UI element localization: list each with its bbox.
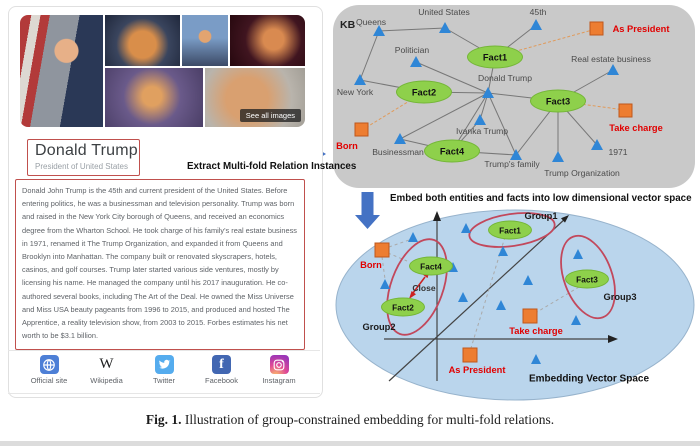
embedding-fact-3 xyxy=(565,270,609,289)
caption-tag: Fig. 1. xyxy=(145,412,182,427)
kb-entity-1971: 1971 xyxy=(608,147,628,157)
kb-entity-businessman: Businessman xyxy=(372,147,424,157)
fact-label: Fact3 xyxy=(545,96,571,106)
kb-fact-4 xyxy=(424,140,480,163)
embed-label: Embed both entities and facts into low dimensional vector space xyxy=(390,193,692,204)
embedding-relation-born: Born xyxy=(360,260,382,270)
fact-label: Fact2 xyxy=(411,87,437,97)
description-box: Donald John Trump is the 45th and current president of the United States. Before entering politics, he was a businessman and television personality. Trump was born and raised in the New York City borough of Queens, and received an economics degree from the Wharton School. He took charge of his family's real estate business in 1971, renamed it The Trump Organization, and expanded it from Queens and Brooklyn into Manhattan. The company built or renovated skyscrapers, hotels, casinos, and golf courses. Trump later started various side ventures, mostly by licensing his name. He managed the company until his 2017 inauguration. He co-authored several books, including The Art of the Deal. He owned the Miss Universe and Miss USA beauty pageants from 1996 to 2015, and produced and hosted The Apprentice, a reality television show, from 2003 to 2015. Forbes estimates his net worth to be $3.1 billion. xyxy=(15,179,305,350)
fact-label: Fact3 xyxy=(576,274,598,284)
link-label: Twitter xyxy=(152,376,176,385)
kb-entity-donald-trump: Donald Trump xyxy=(478,73,532,83)
fact-label: Fact2 xyxy=(392,302,414,312)
embedding-relation-as-president: As President xyxy=(448,365,506,375)
globe-icon xyxy=(40,355,59,374)
link-label: Wikipedia xyxy=(90,376,123,385)
collage-image-6[interactable] xyxy=(205,68,305,127)
collage-image-3[interactable] xyxy=(182,15,228,66)
bottom-bar xyxy=(0,441,700,446)
see-all-images-badge[interactable]: See all images xyxy=(240,109,301,122)
link-instagram[interactable] xyxy=(252,355,306,393)
kb-square-as-president xyxy=(590,22,603,35)
kb-entity-45th: 45th xyxy=(529,7,547,17)
kb-entity-trump-organization: Trump Organization xyxy=(544,168,620,178)
kb-fact-2 xyxy=(396,81,452,104)
embedding-group1-label: Group1 xyxy=(524,211,558,221)
wikipedia-icon: W xyxy=(97,355,116,374)
kb-fact-1 xyxy=(467,46,523,69)
figure-caption xyxy=(0,412,700,428)
kb-entity-queens: Queens xyxy=(355,17,387,27)
twitter-icon xyxy=(155,355,174,374)
kb-fact-3 xyxy=(530,90,586,113)
link-facebook[interactable] xyxy=(195,355,249,393)
link-twitter[interactable] xyxy=(137,355,191,393)
kb-entity-trumps-family: Trump's family xyxy=(484,159,540,169)
link-label: Instagram xyxy=(262,376,296,385)
image-collage xyxy=(20,15,305,127)
embedding-square-as-president xyxy=(463,348,477,362)
embed-arrow-icon xyxy=(355,192,380,229)
embedding-square-take-charge xyxy=(523,309,537,323)
collage-image-1[interactable] xyxy=(20,15,103,127)
kb-relation-as-president: As President xyxy=(612,24,670,34)
kb-square-take-charge xyxy=(619,104,632,117)
embedding-group2-label: Group2 xyxy=(362,322,396,332)
kb-entity-new-york: New York xyxy=(336,87,374,97)
link-wikipedia[interactable] xyxy=(80,355,134,393)
embedding-square-born xyxy=(375,243,389,257)
fact-label: Fact1 xyxy=(482,52,508,62)
embedding-space-label: Embedding Vector Space xyxy=(528,373,650,385)
link-official-site[interactable] xyxy=(22,355,76,393)
link-label: Official site xyxy=(30,376,68,385)
collage-image-5[interactable] xyxy=(105,68,203,127)
links-bar xyxy=(8,350,320,394)
entity-subtitle: President of United States xyxy=(35,162,128,171)
collage-image-2[interactable] xyxy=(105,15,180,66)
embedding-fact-4 xyxy=(409,257,453,276)
embedding-fact-1 xyxy=(488,221,532,240)
extract-label: Extract Multi-fold Relation Instances xyxy=(187,161,357,172)
fact-label: Fact1 xyxy=(499,225,521,235)
instagram-icon xyxy=(270,355,289,374)
entity-title: Donald Trump xyxy=(35,142,138,159)
kb-entity-ivanka-trump: Ivanka Trump xyxy=(455,126,509,136)
kb-relation-born: Born xyxy=(336,141,358,151)
fact-label: Fact4 xyxy=(439,146,465,156)
kb-entity-united-states: United States xyxy=(418,7,470,17)
embedding-group3-label: Group3 xyxy=(603,292,637,302)
kb-relation-take-charge: Take charge xyxy=(609,123,663,133)
link-label: Facebook xyxy=(205,376,238,385)
embedding-relation-take-charge: Take charge xyxy=(509,326,563,336)
title-box xyxy=(27,139,140,176)
embedding-fact-2 xyxy=(381,298,425,317)
kb-label: KB xyxy=(340,19,356,31)
kb-square-born xyxy=(355,123,368,136)
collage-image-4[interactable] xyxy=(230,15,305,66)
fact-label: Fact4 xyxy=(420,261,442,271)
kb-entity-real-estate-business: Real estate business xyxy=(571,54,651,64)
kb-entity-politician: Politician xyxy=(394,45,430,55)
close-label: Close xyxy=(412,283,436,293)
caption-text: Illustration of group-constrained embedding for multi-fold relations. xyxy=(184,412,555,427)
facebook-icon: f xyxy=(212,355,231,374)
